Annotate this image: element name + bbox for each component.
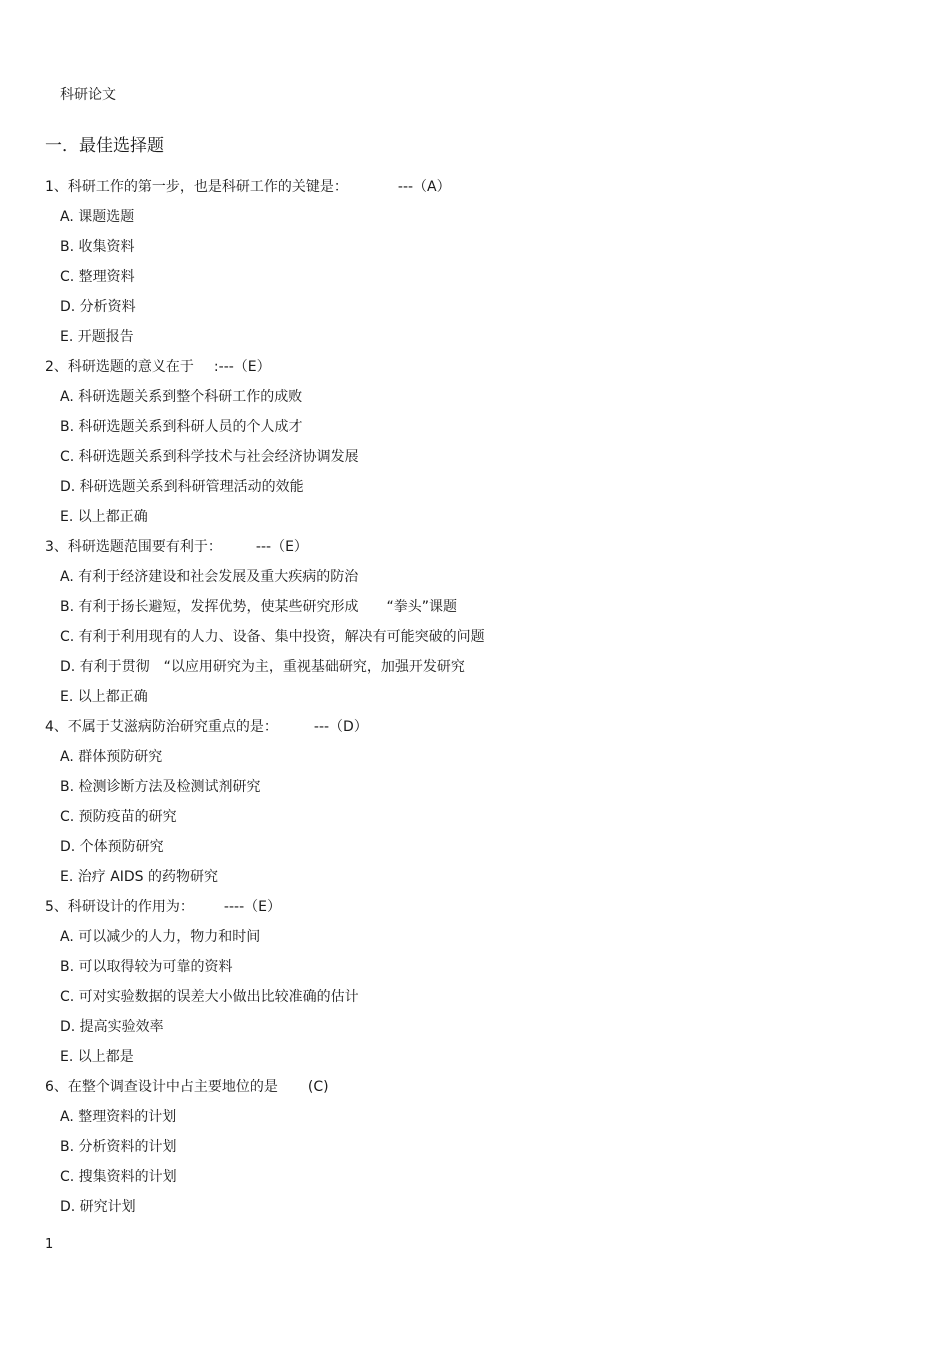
question-stem — [0, 896, 950, 926]
option-a: A. 整理资料的计划 — [60, 1109, 177, 1125]
option-b: B. 检测诊断方法及检测试剂研究 — [60, 779, 261, 795]
option-d: D. 研究计划 — [60, 1199, 136, 1215]
question-text: 3、科研选题范围要有利于： — [45, 539, 222, 555]
option-c: C. 预防疫苗的研究 — [60, 809, 177, 825]
option-c: C. 科研选题关系到科学技术与社会经济协调发展 — [60, 449, 359, 465]
question-stem — [0, 536, 950, 566]
section-heading: 一．最佳选择题 — [45, 136, 164, 156]
question-stem — [0, 356, 950, 386]
question-4 — [0, 716, 950, 896]
option-d: D. 有利于贯彻 “以应用研究为主，重视基础研究，加强开发研究 — [60, 659, 465, 675]
option-b: B. 有利于扬长避短，发挥优势，使某些研究形成 “拳头”课题 — [60, 599, 458, 615]
question-5 — [0, 896, 950, 1076]
option-c: C. 有利于利用现有的人力、设备、集中投资，解决有可能突破的问题 — [60, 629, 485, 645]
option-d: D. 提高实验效率 — [60, 1019, 164, 1035]
document-title: 科研论文 — [60, 87, 116, 103]
question-answer: (C) — [307, 1079, 329, 1095]
option-a: A. 可以减少的人力，物力和时间 — [60, 929, 261, 945]
question-text: 6、在整个调查设计中占主要地位的是 — [45, 1079, 278, 1095]
option-c: C. 整理资料 — [60, 269, 135, 285]
question-6 — [0, 1076, 950, 1226]
option-b: B. 分析资料的计划 — [60, 1139, 177, 1155]
option-e: E. 以上都正确 — [60, 689, 148, 705]
option-a: A. 科研选题关系到整个科研工作的成败 — [60, 389, 303, 405]
option-c: C. 可对实验数据的误差大小做出比较准确的估计 — [60, 989, 359, 1005]
option-b: B. 可以取得较为可靠的资料 — [60, 959, 233, 975]
option-c: C. 搜集资料的计划 — [60, 1169, 177, 1185]
question-stem — [0, 176, 950, 206]
question-text: 2、科研选题的意义在于 — [45, 359, 194, 375]
option-e: E. 以上都正确 — [60, 509, 148, 525]
question-stem — [0, 716, 950, 746]
option-e: E. 以上都是 — [60, 1049, 134, 1065]
option-b: B. 科研选题关系到科研人员的个人成才 — [60, 419, 303, 435]
question-stem — [0, 1076, 950, 1106]
question-answer: ---（A） — [397, 179, 451, 195]
page-number: 1 — [45, 1237, 54, 1252]
question-answer: ----（E） — [223, 899, 281, 915]
question-answer: ---（D） — [313, 719, 368, 735]
option-d: D. 个体预防研究 — [60, 839, 164, 855]
question-text: 4、不属于艾滋病防治研究重点的是： — [45, 719, 278, 735]
option-d: D. 科研选题关系到科研管理活动的效能 — [60, 479, 304, 495]
question-1 — [0, 176, 950, 356]
option-a: A. 课题选题 — [60, 209, 135, 225]
option-a: A. 群体预防研究 — [60, 749, 163, 765]
question-3 — [0, 536, 950, 716]
question-text: 1、科研工作的第一步，也是科研工作的关键是： — [45, 179, 348, 195]
question-list — [0, 176, 950, 1226]
option-e: E. 治疗 AIDS 的药物研究 — [60, 869, 219, 885]
option-e: E. 开题报告 — [60, 329, 134, 345]
question-answer: :---（E） — [213, 359, 271, 375]
question-text: 5、科研设计的作用为： — [45, 899, 194, 915]
option-a: A. 有利于经济建设和社会发展及重大疾病的防治 — [60, 569, 359, 585]
option-b: B. 收集资料 — [60, 239, 135, 255]
question-2 — [0, 356, 950, 536]
option-d: D. 分析资料 — [60, 299, 136, 315]
question-answer: ---（E） — [255, 539, 308, 555]
